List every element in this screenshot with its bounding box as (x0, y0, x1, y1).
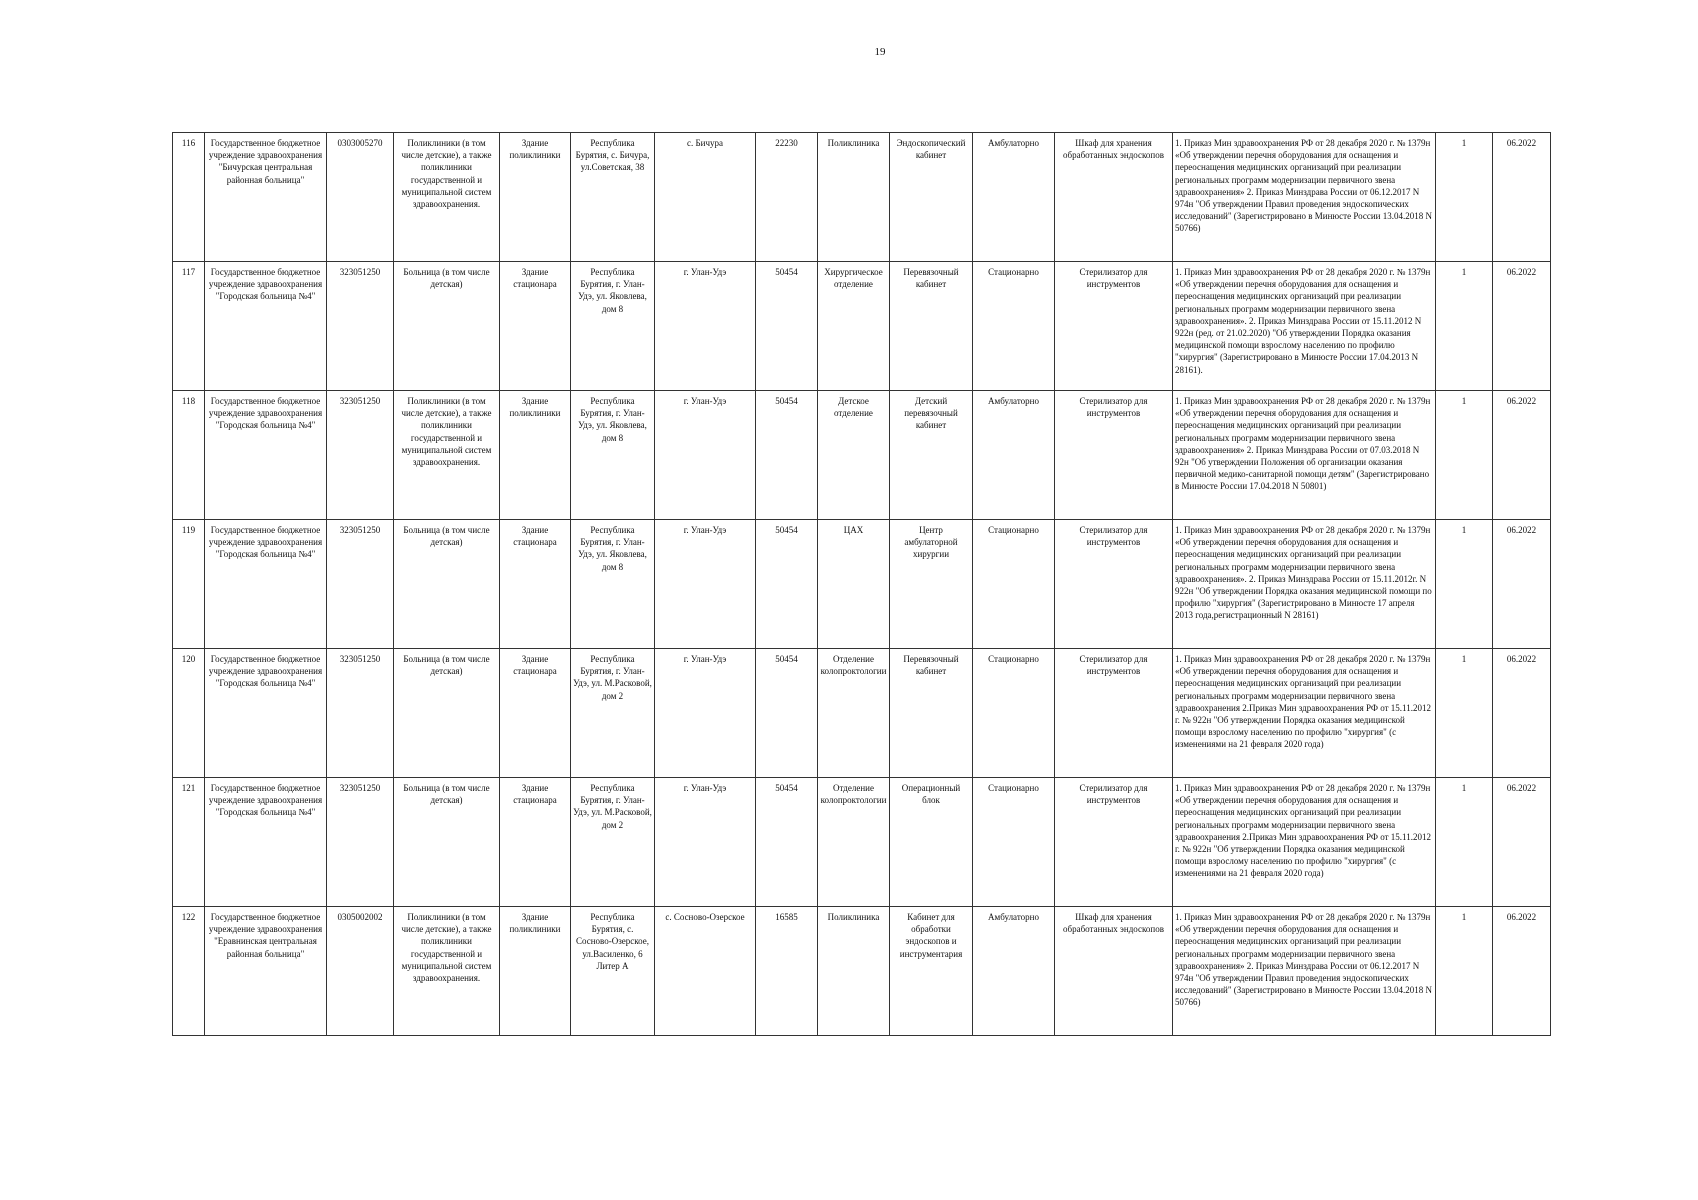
room-cell: Операционный блок (890, 778, 973, 907)
table-row (173, 520, 1551, 649)
care-form-cell: Амбулаторно (973, 133, 1055, 262)
room-cell: Детский перевязочный кабинет (890, 391, 973, 520)
organization-cell: Государственное бюджетное учреждение здравоохранения "Городская больница №4" (205, 778, 327, 907)
room-cell: Перевязочный кабинет (890, 649, 973, 778)
population-cell: 22230 (756, 133, 818, 262)
quantity-cell: 1 (1436, 907, 1493, 1036)
address-cell: Республика Бурятия, г. Улан-Удэ, ул. Яковлева, дом 8 (571, 391, 655, 520)
regulation-cell: 1. Приказ Мин здравоохранения РФ от 28 декабря 2020 г. № 1379н «Об утверждении перечня оборудования для оснащения и переоснащения медицинских организаций при реализации региональных программ модернизации первичного звена здравоохранения» 2. Приказ Минздрава России от 06.12.2017 N 974н "Об утверждении Правил проведения эндоскопических исследований" (Зарегистрировано в Минюсте России 13.04.2018 N 50766) (1173, 907, 1436, 1036)
care-form-cell: Стационарно (973, 262, 1055, 391)
code-cell: 323051250 (327, 778, 394, 907)
code-cell: 323051250 (327, 262, 394, 391)
building-cell: Здание стационара (500, 649, 571, 778)
building-cell: Здание стационара (500, 520, 571, 649)
facility-type-cell: Больница (в том числе детская) (394, 262, 500, 391)
organization-cell: Государственное бюджетное учреждение здравоохранения "Городская больница №4" (205, 520, 327, 649)
table-row (173, 649, 1551, 778)
building-cell: Здание поликлиники (500, 907, 571, 1036)
records-table (172, 132, 1551, 1036)
address-cell: Республика Бурятия, г. Улан-Удэ, ул. М.Расковой, дом 2 (571, 778, 655, 907)
locality-cell: г. Улан-Удэ (655, 520, 756, 649)
address-cell: Республика Бурятия, г. Улан-Удэ, ул. Яковлева, дом 8 (571, 262, 655, 391)
date-cell: 06.2022 (1493, 649, 1551, 778)
table-row (173, 907, 1551, 1036)
department-cell: ЦАХ (818, 520, 890, 649)
locality-cell: г. Улан-Удэ (655, 778, 756, 907)
quantity-cell: 1 (1436, 133, 1493, 262)
department-cell: Детское отделение (818, 391, 890, 520)
equipment-cell: Шкаф для хранения обработанных эндоскопов (1055, 133, 1173, 262)
population-cell: 50454 (756, 391, 818, 520)
row-number-cell: 120 (173, 649, 205, 778)
population-cell: 50454 (756, 649, 818, 778)
building-cell: Здание поликлиники (500, 391, 571, 520)
regulation-cell: 1. Приказ Мин здравоохранения РФ от 28 декабря 2020 г. № 1379н «Об утверждении перечня оборудования для оснащения и переоснащения медицинских организаций при реализации региональных программ модернизации первичного звена здравоохранения 2.Приказ Мин здравоохранения РФ от 15.11.2012 г. № 922н "Об утверждении Порядка оказания медицинской помощи взрослому населению по профилю "хирургия" (с изменениями на 21 февраля 2020 года) (1173, 649, 1436, 778)
row-number-cell: 119 (173, 520, 205, 649)
organization-cell: Государственное бюджетное учреждение здравоохранения "Еравнинская центральная районная больница" (205, 907, 327, 1036)
facility-type-cell: Больница (в том числе детская) (394, 649, 500, 778)
address-cell: Республика Бурятия, г. Улан-Удэ, ул. М.Расковой, дом 2 (571, 649, 655, 778)
regulation-cell: 1. Приказ Мин здравоохранения РФ от 28 декабря 2020 г. № 1379н «Об утверждении перечня оборудования для оснащения и переоснащения медицинских организаций при реализации региональных программ модернизации первичного звена здравоохранения 2.Приказ Мин здравоохранения РФ от 15.11.2012 г. № 922н "Об утверждении Порядка оказания медицинской помощи взрослому населению по профилю "хирургия" (с изменениями на 21 февраля 2020 года) (1173, 778, 1436, 907)
department-cell: Поликлиника (818, 907, 890, 1036)
room-cell: Эндоскопический кабинет (890, 133, 973, 262)
department-cell: Отделение колопроктологии (818, 778, 890, 907)
table-row (173, 133, 1551, 262)
facility-type-cell: Больница (в том числе детская) (394, 778, 500, 907)
facility-type-cell: Поликлиники (в том числе детские), а также поликлиники государственной и муниципальной систем здравоохранения. (394, 133, 500, 262)
department-cell: Отделение колопроктологии (818, 649, 890, 778)
building-cell: Здание стационара (500, 262, 571, 391)
population-cell: 16585 (756, 907, 818, 1036)
organization-cell: Государственное бюджетное учреждение здравоохранения "Городская больница №4" (205, 649, 327, 778)
code-cell: 323051250 (327, 649, 394, 778)
organization-cell: Государственное бюджетное учреждение здравоохранения "Городская больница №4" (205, 262, 327, 391)
equipment-cell: Стерилизатор для инструментов (1055, 520, 1173, 649)
care-form-cell: Стационарно (973, 520, 1055, 649)
facility-type-cell: Больница (в том числе детская) (394, 520, 500, 649)
date-cell: 06.2022 (1493, 520, 1551, 649)
care-form-cell: Амбулаторно (973, 907, 1055, 1036)
date-cell: 06.2022 (1493, 778, 1551, 907)
population-cell: 50454 (756, 778, 818, 907)
date-cell: 06.2022 (1493, 133, 1551, 262)
row-number-cell: 117 (173, 262, 205, 391)
equipment-cell: Стерилизатор для инструментов (1055, 262, 1173, 391)
locality-cell: г. Улан-Удэ (655, 262, 756, 391)
table-body (173, 133, 1551, 1036)
table-row (173, 391, 1551, 520)
facility-type-cell: Поликлиники (в том числе детские), а также поликлиники государственной и муниципальной систем здравоохранения. (394, 391, 500, 520)
code-cell: 0303005270 (327, 133, 394, 262)
care-form-cell: Амбулаторно (973, 391, 1055, 520)
date-cell: 06.2022 (1493, 907, 1551, 1036)
regulation-cell: 1. Приказ Мин здравоохранения РФ от 28 декабря 2020 г. № 1379н «Об утверждении перечня оборудования для оснащения и переоснащения медицинских организаций при реализации региональных программ модернизации первичного звена здравоохранения» 2. Приказ Минздрава России от 07.03.2018 N 92н "Об утверждении Положения об организации оказания первичной медико-санитарной помощи детям" (Зарегистрировано в Минюсте России 17.04.2018 N 50801) (1173, 391, 1436, 520)
row-number-cell: 116 (173, 133, 205, 262)
care-form-cell: Стационарно (973, 649, 1055, 778)
locality-cell: г. Улан-Удэ (655, 391, 756, 520)
equipment-cell: Стерилизатор для инструментов (1055, 778, 1173, 907)
equipment-cell: Стерилизатор для инструментов (1055, 649, 1173, 778)
table-row (173, 262, 1551, 391)
equipment-cell: Стерилизатор для инструментов (1055, 391, 1173, 520)
quantity-cell: 1 (1436, 649, 1493, 778)
row-number-cell: 118 (173, 391, 205, 520)
organization-cell: Государственное бюджетное учреждение здравоохранения "Городская больница №4" (205, 391, 327, 520)
regulation-cell: 1. Приказ Мин здравоохранения РФ от 28 декабря 2020 г. № 1379н «Об утверждении перечня оборудования для оснащения и переоснащения медицинских организаций при реализации региональных программ модернизации первичного звена здравоохранения». 2. Приказ Минздрава России от 15.11.2012г. N 922н "Об утверждении Порядка оказания медицинской помощи по профилю "хирургия" (Зарегистрировано в Минюсте 17 апреля 2013 года,регистрационный N 28161) (1173, 520, 1436, 649)
date-cell: 06.2022 (1493, 262, 1551, 391)
department-cell: Поликлиника (818, 133, 890, 262)
population-cell: 50454 (756, 262, 818, 391)
row-number-cell: 121 (173, 778, 205, 907)
regulation-cell: 1. Приказ Мин здравоохранения РФ от 28 декабря 2020 г. № 1379н «Об утверждении перечня оборудования для оснащения и переоснащения медицинских организаций при реализации региональных программ модернизации первичного звена здравоохранения». 2. Приказ Минздрава России от 15.11.2012 N 922н (ред. от 21.02.2020) "Об утверждении Порядка оказания медицинской помощи взрослому населению по профилю "хирургия" (Зарегистрировано в Минюсте России 17.04.2013 N 28161). (1173, 262, 1436, 391)
code-cell: 323051250 (327, 520, 394, 649)
population-cell: 50454 (756, 520, 818, 649)
equipment-cell: Шкаф для хранения обработанных эндоскопов (1055, 907, 1173, 1036)
regulation-cell: 1. Приказ Мин здравоохранения РФ от 28 декабря 2020 г. № 1379н «Об утверждении перечня оборудования для оснащения и переоснащения медицинских организаций при реализации региональных программ модернизации первичного звена здравоохранения» 2. Приказ Минздрава России от 06.12.2017 N 974н "Об утверждении Правил проведения эндоскопических исследований" (Зарегистрировано в Минюсте России 13.04.2018 N 50766) (1173, 133, 1436, 262)
address-cell: Республика Бурятия, г. Улан-Удэ, ул. Яковлева, дом 8 (571, 520, 655, 649)
room-cell: Перевязочный кабинет (890, 262, 973, 391)
row-number-cell: 122 (173, 907, 205, 1036)
page-number: 19 (874, 46, 886, 58)
room-cell: Центр амбулаторной хирургии (890, 520, 973, 649)
date-cell: 06.2022 (1493, 391, 1551, 520)
building-cell: Здание стационара (500, 778, 571, 907)
department-cell: Хирургическое отделение (818, 262, 890, 391)
locality-cell: г. Улан-Удэ (655, 649, 756, 778)
code-cell: 323051250 (327, 391, 394, 520)
facility-type-cell: Поликлиники (в том числе детские), а также поликлиники государственной и муниципальной систем здравоохранения. (394, 907, 500, 1036)
address-cell: Республика Бурятия, с. Сосново-Озерское, ул.Василенко, 6 Литер А (571, 907, 655, 1036)
quantity-cell: 1 (1436, 391, 1493, 520)
address-cell: Республика Бурятия, с. Бичура, ул.Советская, 38 (571, 133, 655, 262)
building-cell: Здание поликлиники (500, 133, 571, 262)
locality-cell: с. Бичура (655, 133, 756, 262)
quantity-cell: 1 (1436, 262, 1493, 391)
quantity-cell: 1 (1436, 778, 1493, 907)
table-row (173, 778, 1551, 907)
quantity-cell: 1 (1436, 520, 1493, 649)
locality-cell: с. Сосново-Озерское (655, 907, 756, 1036)
code-cell: 0305002002 (327, 907, 394, 1036)
care-form-cell: Стационарно (973, 778, 1055, 907)
organization-cell: Государственное бюджетное учреждение здравоохранения "Бичурская центральная районная больница" (205, 133, 327, 262)
room-cell: Кабинет для обработки эндоскопов и инструментария (890, 907, 973, 1036)
